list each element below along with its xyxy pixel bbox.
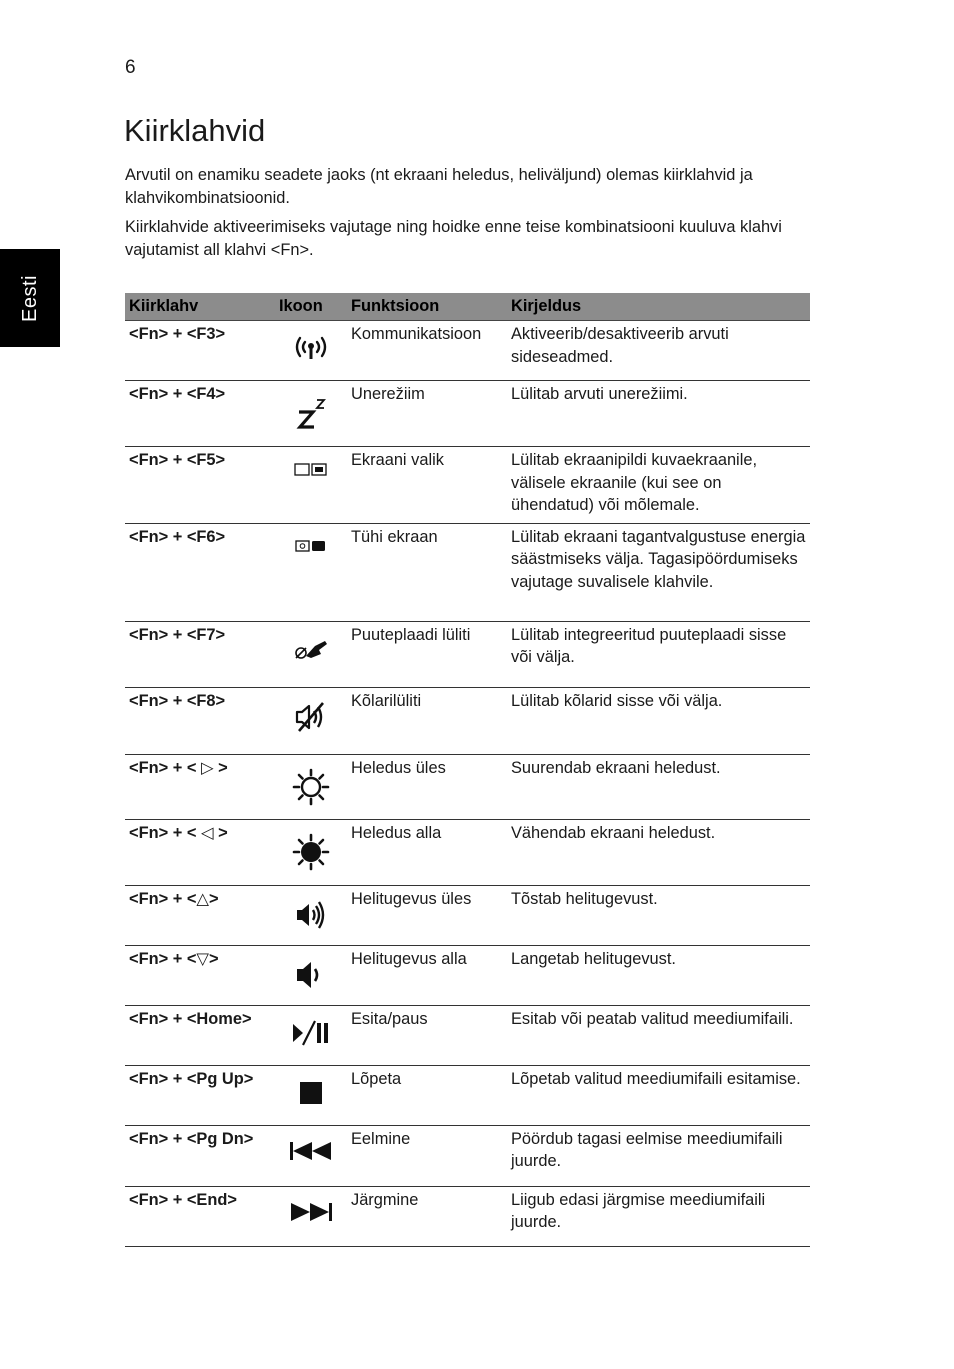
stop-icon: [291, 1078, 331, 1108]
intro-text: [125, 164, 815, 268]
function-cell: Heledus üles: [347, 754, 507, 820]
sleep-icon: [291, 393, 331, 433]
hotkey-cell: <Fn> + < ▷ >: [125, 754, 275, 820]
hotkey-cell: <Fn> + <Home>: [125, 1005, 275, 1065]
table-header-row: [125, 293, 810, 321]
function-cell: Heledus alla: [347, 820, 507, 886]
page-number: 6: [125, 57, 136, 78]
header-function: Funktsioon: [347, 293, 507, 321]
brightness-down-icon: [291, 832, 331, 872]
function-cell: Esita/paus: [347, 1005, 507, 1065]
function-cell: Kõlarilüliti: [347, 687, 507, 754]
table-row: [125, 621, 810, 687]
hotkey-cell: <Fn> + <▽>: [125, 945, 275, 1005]
description-cell: Lülitab integreeritud puuteplaadi sisse või välja.: [507, 621, 810, 687]
table-row: [125, 1005, 810, 1065]
intro-paragraph: Kiirklahvide aktiveerimiseks vajutage ning hoidke enne teise kombinatsiooni kuuluva klahvi vajutamist all klahvi <Fn>.: [125, 218, 782, 259]
description-cell: Lõpetab valitud meediumifaili esitamise.: [507, 1065, 810, 1125]
table-row: [125, 1125, 810, 1186]
description-cell: Pöördub tagasi eelmise meediumifaili juurde.: [507, 1125, 810, 1186]
function-cell: Tühi ekraan: [347, 523, 507, 621]
description-cell: Tõstab helitugevust.: [507, 885, 810, 945]
volume-down-icon: [291, 958, 331, 992]
description-cell: Lülitab arvuti unerežiimi.: [507, 381, 810, 447]
hotkey-table: [125, 293, 810, 1247]
function-cell: Lõpeta: [347, 1065, 507, 1125]
table-row: [125, 945, 810, 1005]
function-cell: Unerežiim: [347, 381, 507, 447]
description-cell: Esitab või peatab valitud meediumifaili.: [507, 1005, 810, 1065]
description-cell: Langetab helitugevust.: [507, 945, 810, 1005]
previous-track-icon: [288, 1138, 334, 1164]
language-side-tab: [0, 249, 60, 347]
play-pause-icon: [289, 1018, 333, 1048]
function-cell: Puuteplaadi lüliti: [347, 621, 507, 687]
table-row: [125, 1065, 810, 1125]
function-cell: Helitugevus üles: [347, 885, 507, 945]
description-cell: Vähendab ekraani heledust.: [507, 820, 810, 886]
function-cell: Kommunikatsioon: [347, 321, 507, 381]
hotkey-cell: <Fn> + <F5>: [125, 447, 275, 524]
description-cell: Lülitab ekraanipildi kuvaekraanile, välisele ekraanile (kui see on ühendatud) või mõlemale.: [507, 447, 810, 524]
function-cell: Järgmine: [347, 1186, 507, 1246]
function-cell: Eelmine: [347, 1125, 507, 1186]
header-description: Kirjeldus: [507, 293, 810, 321]
description-cell: Lülitab kõlarid sisse või välja.: [507, 687, 810, 754]
hotkey-cell: <Fn> + <F3>: [125, 321, 275, 381]
function-cell: Helitugevus alla: [347, 945, 507, 1005]
hotkey-cell: <Fn> + <Pg Dn>: [125, 1125, 275, 1186]
hotkey-cell: <Fn> + <Pg Up>: [125, 1065, 275, 1125]
function-cell: Ekraani valik: [347, 447, 507, 524]
touchpad-toggle-icon: [291, 634, 331, 664]
description-cell: Liigub edasi järgmise meediumifaili juurde.: [507, 1186, 810, 1246]
brightness-up-icon: [291, 767, 331, 807]
table-row: [125, 381, 810, 447]
table-row: [125, 523, 810, 621]
description-cell: Aktiveerib/desaktiveerib arvuti sideseadmed.: [507, 321, 810, 381]
description-cell: Lülitab ekraani tagantvalgustuse energia säästmiseks välja. Tagasipöördumiseks vajutage suvalisele klahvile.: [507, 523, 810, 621]
header-icon: Ikoon: [275, 293, 347, 321]
table-row: [125, 447, 810, 524]
hotkey-cell: <Fn> + < ◁ >: [125, 820, 275, 886]
language-side-tab-label: Eesti: [18, 274, 41, 322]
header-hotkey: Kiirklahv: [125, 293, 275, 321]
volume-up-icon: [291, 898, 331, 932]
table-row: [125, 885, 810, 945]
display-off-icon: [291, 536, 331, 556]
table-row: [125, 1186, 810, 1246]
hotkey-cell: <Fn> + <F6>: [125, 523, 275, 621]
table-row: [125, 754, 810, 820]
description-cell: Suurendab ekraani heledust.: [507, 754, 810, 820]
intro-paragraph: Arvutil on enamiku seadete jaoks (nt ekraani heledus, heliväljund) olemas kiirklahvid ja klahvikombinatsioonid.: [125, 166, 753, 207]
page-title: Kiirklahvid: [124, 113, 266, 148]
speaker-mute-icon: [291, 700, 331, 734]
wireless-icon: [291, 333, 331, 365]
hotkey-cell: <Fn> + <F7>: [125, 621, 275, 687]
hotkey-cell: <Fn> + <F4>: [125, 381, 275, 447]
hotkey-cell: <Fn> + <End>: [125, 1186, 275, 1246]
hotkey-cell: <Fn> + <F8>: [125, 687, 275, 754]
table-row: [125, 687, 810, 754]
table-row: [125, 820, 810, 886]
table-row: [125, 321, 810, 381]
hotkey-cell: <Fn> + <△>: [125, 885, 275, 945]
next-track-icon: [288, 1199, 334, 1225]
display-toggle-icon: [291, 459, 331, 479]
